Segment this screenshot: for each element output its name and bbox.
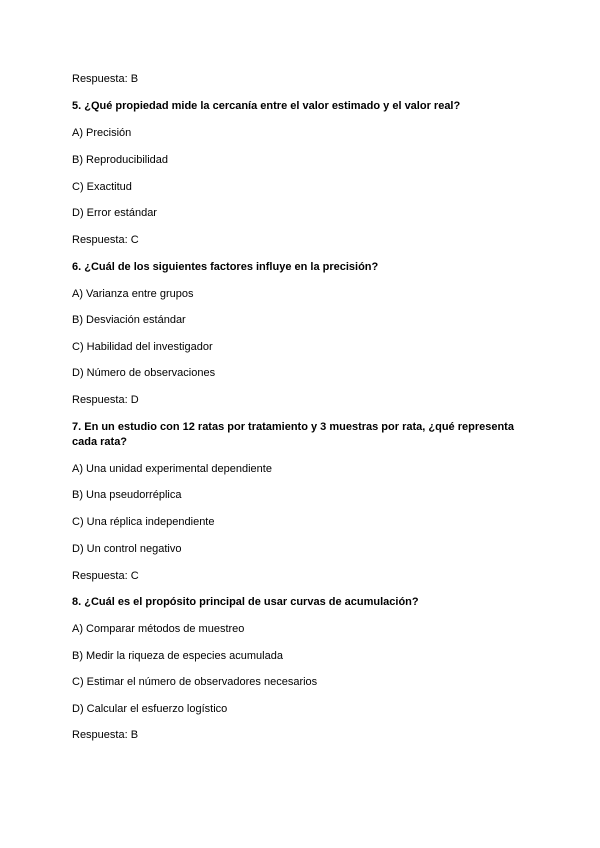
question-7-option-b: B) Una pseudorréplica — [72, 489, 182, 501]
question-6-option-d: D) Número de observaciones — [72, 367, 216, 379]
question-8-answer: Respuesta: B — [72, 729, 139, 741]
question-5-option-c: C) Exactitud — [72, 181, 132, 193]
question-8-option-a: A) Comparar métodos de muestreo — [72, 623, 245, 635]
question-7-option-a: A) Una unidad experimental dependiente — [72, 463, 272, 475]
question-8-option-d: D) Calcular el esfuerzo logístico — [72, 703, 228, 715]
question-6-option-a: A) Varianza entre grupos — [72, 288, 194, 300]
question-6-text: 6. ¿Cuál de los siguientes factores influye en la precisión? — [72, 261, 379, 273]
question-8-text: 8. ¿Cuál es el propósito principal de usar curvas de acumulación? — [72, 596, 419, 608]
question-7-option-c: C) Una réplica independiente — [72, 516, 215, 528]
answer-line: Respuesta: B — [72, 73, 139, 85]
question-6-option-c: C) Habilidad del investigador — [72, 341, 213, 353]
question-7-text: 7. En un estudio con 12 ratas por tratamiento y 3 muestras por rata, ¿qué representa cada rata? — [72, 421, 514, 448]
question-7-answer: Respuesta: C — [72, 570, 139, 582]
question-6-answer: Respuesta: D — [72, 394, 139, 406]
question-5-option-d: D) Error estándar — [72, 207, 157, 219]
question-6-option-b: B) Desviación estándar — [72, 314, 186, 326]
question-5-answer: Respuesta: C — [72, 234, 139, 246]
question-8-option-b: B) Medir la riqueza de especies acumulada — [72, 650, 283, 662]
question-5-option-b: B) Reproducibilidad — [72, 154, 168, 166]
question-7-option-d: D) Un control negativo — [72, 543, 182, 555]
question-8-option-c: C) Estimar el número de observadores necesarios — [72, 676, 318, 688]
question-5-option-a: A) Precisión — [72, 127, 132, 139]
question-5-text: 5. ¿Qué propiedad mide la cercanía entre el valor estimado y el valor real? — [72, 100, 461, 112]
